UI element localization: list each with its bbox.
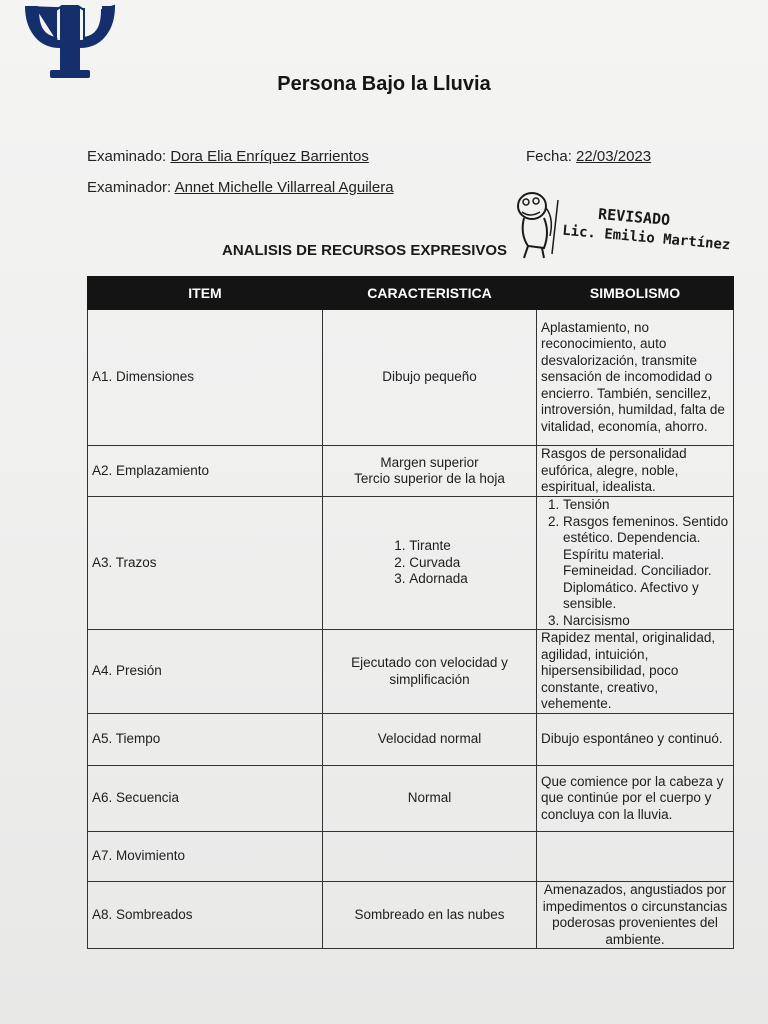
item-cell: A6. Secuencia [88,766,323,832]
list-item: 1. Tensión [563,497,729,514]
examinado-field [87,148,369,165]
simbolismo-cell: Aplastamiento, no reconocimiento, auto desvalorización, transmite sensación de incomodidad o encierro. También, sencillez, introversión, humildad, falta de vitalidad, economía, ahorro. [537,310,734,446]
table-row [88,446,734,497]
header-caracteristica: CARACTERISTICA [323,277,537,310]
table-row [88,630,734,714]
item-cell: A4. Presión [88,630,323,714]
list-item: 3. Narcisismo [563,613,729,630]
caracteristica-cell: Ejecutado con velocidad y simplificación [323,630,537,714]
analysis-table [87,276,734,949]
caracteristica-cell: Velocidad normal [323,714,537,766]
simbolismo-cell: Rapidez mental, originalidad, agilidad, intuición, hipersensibilidad, poco constante, creativo, vehemente. [537,630,734,714]
caracteristica-cell: Normal [323,766,537,832]
table-row [88,310,734,446]
list-item: 2. Curvada [409,555,468,572]
simbolismo-cell: Rasgos de personalidad eufórica, alegre, noble, espiritual, idealista. [537,446,734,497]
simbolismo-list [541,497,729,629]
cartoon-figure-icon [510,188,570,260]
simbolismo-cell [537,497,734,630]
examinado-value: Dora Elia Enríquez Barrientos [170,148,369,165]
header-simbolismo: SIMBOLISMO [537,277,734,310]
fecha-label: Fecha: [526,148,572,165]
caracteristica-list [391,538,468,588]
psi-logo-icon [22,0,118,84]
caracteristica-line: Margen superior [380,454,479,470]
simbolismo-cell: Que comience por la cabeza y que continúe por el cuerpo y concluya con la lluvia. [537,766,734,832]
item-cell: A1. Dimensiones [88,310,323,446]
caracteristica-cell [323,446,537,497]
caracteristica-line: Tercio superior de la hoja [354,471,505,486]
header-item: ITEM [88,277,323,310]
stamp-revisado: REVISADO [597,204,671,230]
examinador-label: Examinador: [87,179,172,196]
section-subtitle: ANALISIS DE RECURSOS EXPRESIVOS [222,242,508,259]
list-item: 1. Tirante [409,538,468,555]
table-row [88,714,734,766]
table-row [88,497,734,630]
caracteristica-cell: Sombreado en las nubes [323,882,537,949]
simbolismo-cell: Amenazados, angustiados por impedimentos o circunstancias poderosas provenientes del ambiente. [537,882,734,949]
fecha-value: 22/03/2023 [576,148,652,165]
item-cell: A8. Sombreados [88,882,323,949]
list-item: 2. Rasgos femeninos. Sentido estético. Dependencia. Espíritu material. Femineidad. Conciliador. Diplomático. Afectivo y sensible. [563,514,729,613]
table-row [88,832,734,882]
document-title: Persona Bajo la Lluvia [277,73,491,95]
caracteristica-cell [323,832,537,882]
revisado-stamp [510,188,740,268]
list-item: 3. Adornada [409,571,468,588]
simbolismo-cell: Dibujo espontáneo y continuó. [537,714,734,766]
fecha-field [526,148,651,165]
caracteristica-cell [323,497,537,630]
examinador-value: Annet Michelle Villarreal Aguilera [174,179,394,196]
caracteristica-cell: Dibujo pequeño [323,310,537,446]
table-row [88,882,734,949]
item-cell: A2. Emplazamiento [88,446,323,497]
examinador-field [87,179,394,196]
simbolismo-cell [537,832,734,882]
item-cell: A5. Tiempo [88,714,323,766]
table-header-row [88,277,734,310]
stamp-reviewer: Lic. Emilio Martínez [561,222,731,254]
table-row [88,766,734,832]
item-cell: A3. Trazos [88,497,323,630]
item-cell: A7. Movimiento [88,832,323,882]
examinado-label: Examinado: [87,148,167,165]
